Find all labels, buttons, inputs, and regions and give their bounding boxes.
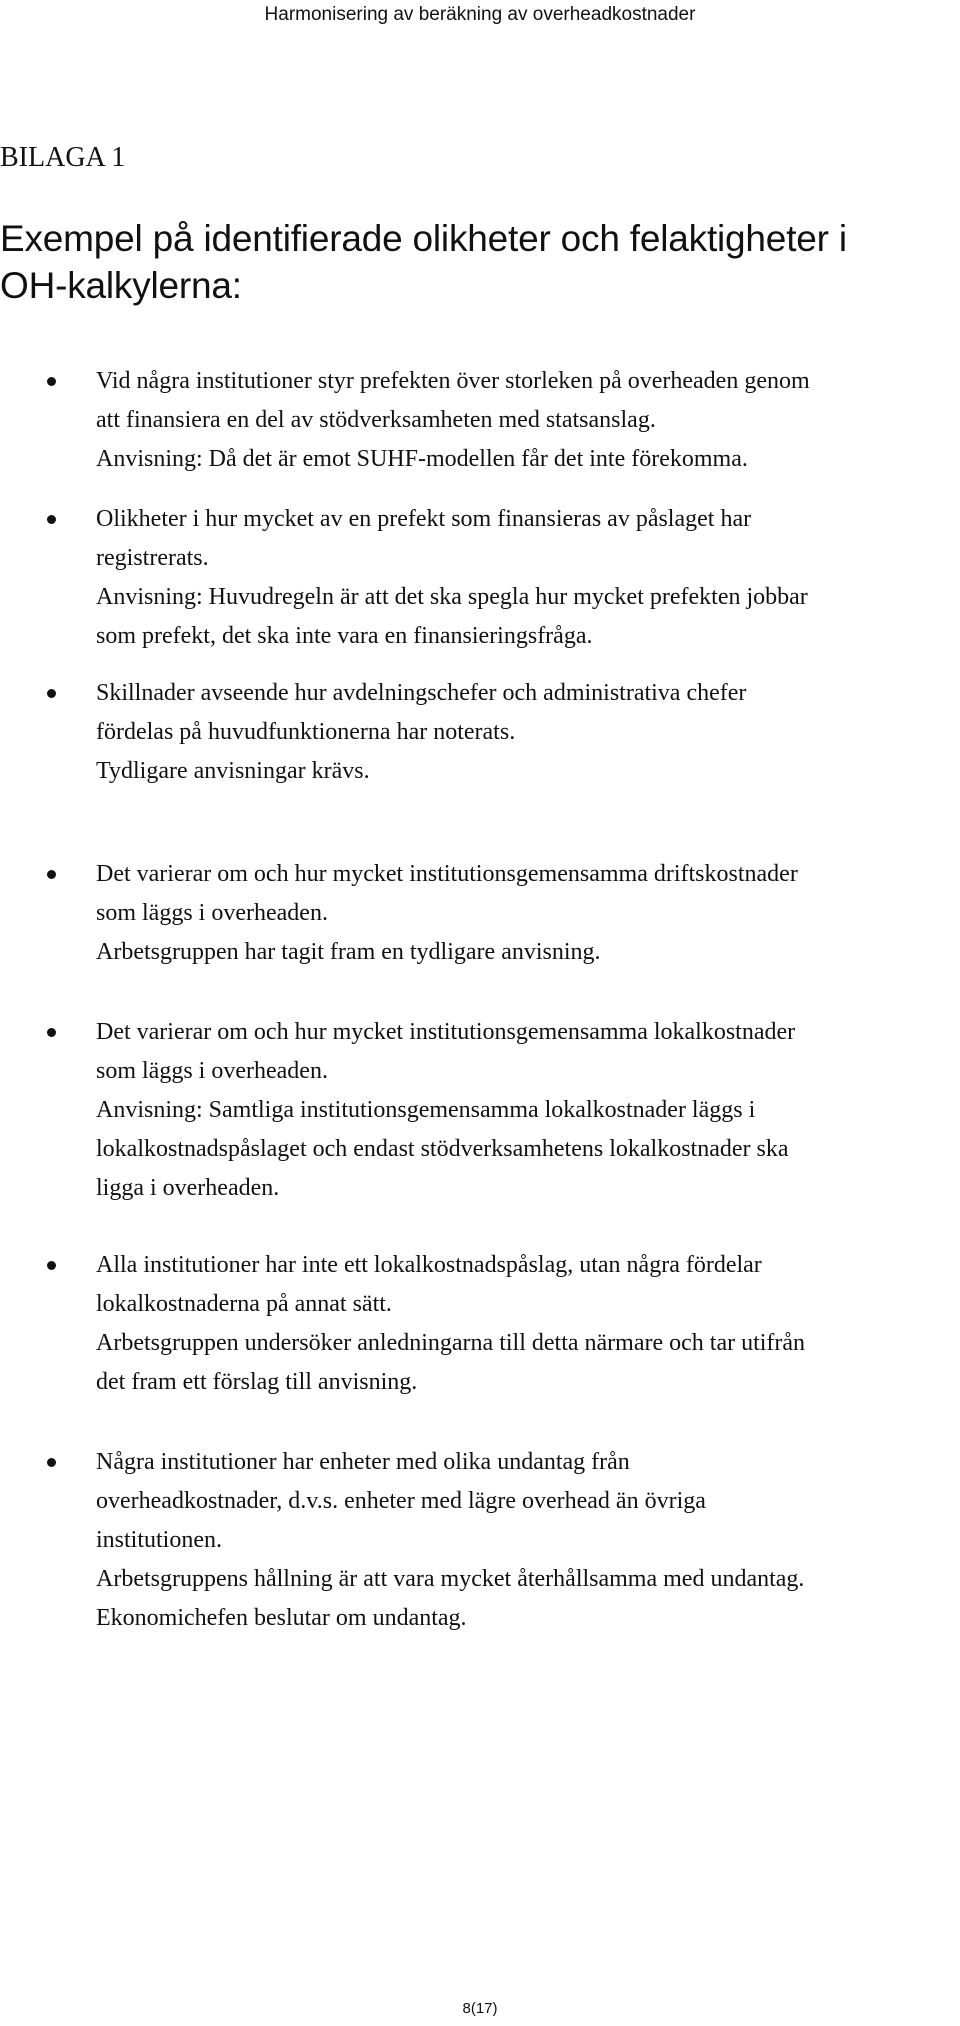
list-item-line: Tydligare anvisningar krävs.	[96, 758, 370, 784]
list-item-line: Olikheter i hur mycket av en prefekt som finansieras av påslaget har	[96, 506, 752, 532]
bullet-icon	[47, 1028, 56, 1037]
list-item-line: Anvisning: Huvudregeln är att det ska spegla hur mycket prefekten jobbar	[96, 584, 808, 610]
list-item-line: fördelas på huvudfunktionerna har noterats.	[96, 719, 516, 745]
list-item-line: Ekonomichefen beslutar om undantag.	[96, 1605, 467, 1631]
list-item-line: det fram ett förslag till anvisning.	[96, 1369, 418, 1395]
list-item-line: Arbetsgruppen undersöker anledningarna till detta närmare och tar utifrån	[96, 1330, 806, 1356]
list-item-line: Anvisning: Då det är emot SUHF-modellen får det inte förekomma.	[96, 446, 748, 472]
list-item-line: lokalkostnadspåslaget och endast stödverksamhetens lokalkostnader ska	[96, 1136, 789, 1162]
list-item-line: overheadkostnader, d.v.s. enheter med lägre overhead än övriga	[96, 1488, 706, 1514]
heading-line-2: OH-kalkylerna:	[0, 265, 242, 306]
list-item-text	[96, 674, 960, 791]
list-item-line: ligga i overheaden.	[96, 1175, 280, 1201]
list-item-text	[96, 1443, 960, 1638]
list-item-line: Det varierar om och hur mycket institutionsgemensamma driftskostnader	[96, 861, 798, 887]
list-item-text	[96, 362, 960, 479]
list-item-line: Arbetsgruppens hållning är att vara mycket återhållsamma med undantag.	[96, 1566, 805, 1592]
list-item-text	[96, 855, 960, 972]
list-item-line: lokalkostnaderna på annat sätt.	[96, 1291, 392, 1317]
list-item-text	[96, 1246, 960, 1402]
list-item-line: institutionen.	[96, 1527, 222, 1553]
list-item-line: som läggs i overheaden.	[96, 1058, 328, 1084]
heading-line-1: Exempel på identifierade olikheter och felaktigheter i	[0, 218, 847, 259]
bullet-icon	[47, 870, 56, 879]
bullet-icon	[47, 377, 56, 386]
bullet-icon	[47, 1261, 56, 1270]
bullet-icon	[47, 689, 56, 698]
list-item-text	[96, 1013, 960, 1208]
running-header: Harmonisering av beräkning av overheadkostnader	[264, 4, 696, 25]
list-item-line: Några institutioner har enheter med olika undantag från	[96, 1449, 630, 1475]
appendix-label: BILAGA 1	[0, 142, 126, 173]
document-heading	[0, 215, 955, 309]
list-item-line: Alla institutioner har inte ett lokalkostnadspåslag, utan några fördelar	[96, 1252, 762, 1278]
list-item-line: att finansiera en del av stödverksamheten med statsanslag.	[96, 407, 656, 433]
list-item-line: som läggs i overheaden.	[96, 900, 328, 926]
list-item-line: Skillnader avseende hur avdelningschefer och administrativa chefer	[96, 680, 747, 706]
list-item-line: registrerats.	[96, 545, 209, 571]
page-number: 8(17)	[462, 2000, 498, 2017]
list-item-line: Anvisning: Samtliga institutionsgemensamma lokalkostnader läggs i	[96, 1097, 756, 1123]
list-item-line: som prefekt, det ska inte vara en finansieringsfråga.	[96, 623, 593, 649]
bullet-icon	[47, 515, 56, 524]
list-item-text	[96, 500, 960, 656]
list-item-line: Arbetsgruppen har tagit fram en tydligare anvisning.	[96, 939, 601, 965]
bullet-icon	[47, 1458, 56, 1467]
list-item-line: Det varierar om och hur mycket institutionsgemensamma lokalkostnader	[96, 1019, 796, 1045]
list-item-line: Vid några institutioner styr prefekten över storleken på overheaden genom	[96, 368, 810, 394]
